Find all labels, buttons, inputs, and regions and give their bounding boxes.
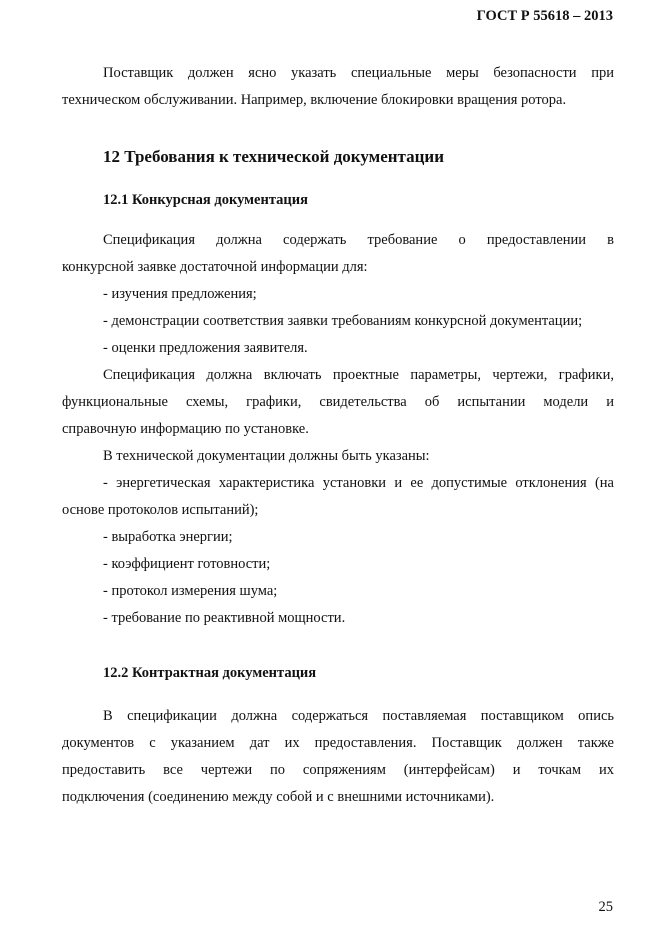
section-12-1-title: 12.1 Конкурсная документация — [103, 192, 308, 208]
spec-para-2-line-3: справочную информацию по установке. — [62, 421, 309, 437]
contract-para-line-2: документов с указанием дат их предоставления. Поставщик должен также — [62, 735, 614, 751]
list-item: - протокол измерения шума; — [103, 583, 278, 599]
contract-para-line-4: подключения (соединению между собой и с внешними источниками). — [62, 789, 495, 805]
page-number: 25 — [598, 899, 613, 915]
spec-para-1-line-2: конкурсной заявке достаточной информации для: — [62, 259, 368, 275]
spec-para-1-line-1: Спецификация должна содержать требование о предоставлении в — [103, 232, 614, 248]
section-12-2-title: 12.2 Контрактная документация — [103, 665, 317, 681]
list-item-energy-line-2: основе протоколов испытаний); — [62, 502, 259, 518]
contract-para-line-1: В спецификации должна содержаться поставляемая поставщиком опись — [103, 708, 614, 724]
contract-para-line-3: предоставить все чертежи по сопряжениям (интерфейсам) и точкам их — [62, 762, 614, 778]
intro-line-2: техническом обслуживании. Например, включение блокировки вращения ротора. — [62, 92, 567, 108]
page-content — [62, 60, 614, 811]
list-item: - оценки предложения заявителя. — [103, 340, 308, 356]
intro-line-1: Поставщик должен ясно указать специальные меры безопасности при — [103, 65, 614, 81]
list-item: - требование по реактивной мощности. — [103, 610, 346, 626]
list-item-energy-line-1: - энергетическая характеристика установки и ее допустимые отклонения (на — [103, 475, 614, 491]
section-12-title: 12 Требования к технической документации — [103, 147, 444, 166]
document-code-header: ГОСТ Р 55618 – 2013 — [476, 8, 613, 24]
tech-doc-intro: В технической документации должны быть указаны: — [103, 448, 430, 464]
list-item: - изучения предложения; — [103, 286, 257, 302]
spec-para-2-line-2: функциональные схемы, графики, свидетельства об испытании модели и — [62, 394, 614, 410]
spec-para-2-line-1: Спецификация должна включать проектные параметры, чертежи, графики, — [103, 367, 614, 383]
list-item: - демонстрации соответствия заявки требованиям конкурсной документации; — [103, 313, 583, 329]
list-item: - коэффициент готовности; — [103, 556, 271, 572]
list-item: - выработка энергии; — [103, 529, 233, 545]
